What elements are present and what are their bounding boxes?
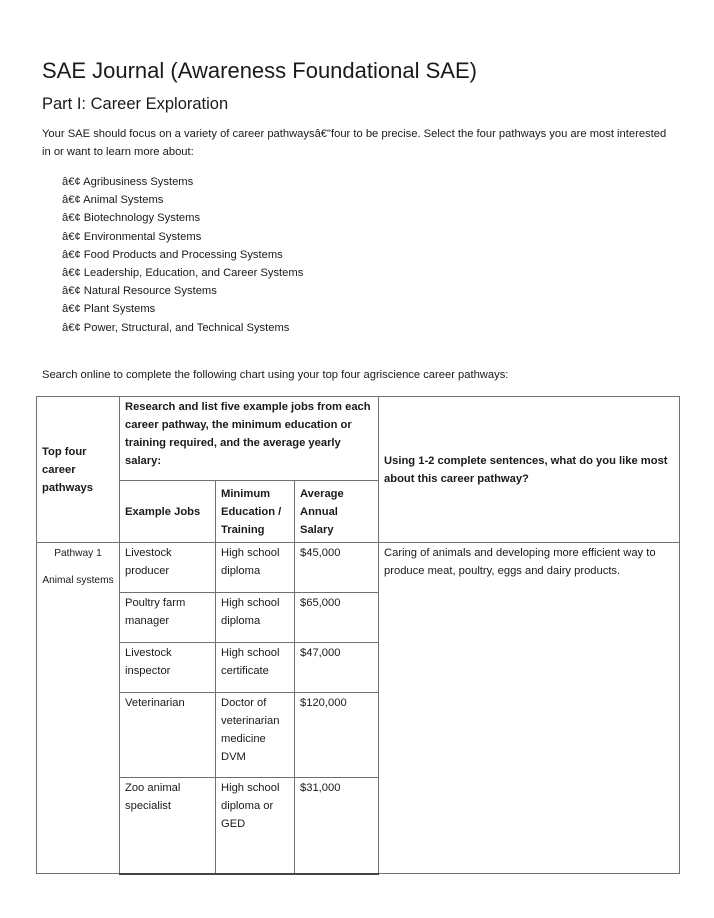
pathway-name: Animal systems — [42, 575, 114, 586]
education-cell: High school diploma or GED — [216, 778, 295, 874]
pathway-list-item: â€¢ Environmental Systems — [62, 230, 202, 243]
education-cell: High school diploma — [216, 543, 295, 593]
pathway-list-item: â€¢ Biotechnology Systems — [62, 212, 201, 225]
pathway-label: Pathway 1 — [54, 548, 102, 559]
job-cell: Zoo animal specialist — [120, 778, 216, 874]
intro-paragraph: Your SAE should focus on a variety of career pathwaysâ€"four to be precise. Select the four pathways you are most interested in or want to learn more about: — [42, 128, 667, 158]
pathway-cell — [37, 543, 120, 874]
salary-cell: $120,000 — [295, 693, 379, 778]
pathway-list — [62, 173, 303, 337]
salary-cell: $31,000 — [295, 778, 379, 874]
header-avg-salary: Average Annual Salary — [295, 481, 379, 543]
education-cell: High school diploma — [216, 593, 295, 643]
education-cell: High school certificate — [216, 643, 295, 693]
salary-cell: $65,000 — [295, 593, 379, 643]
pathway-list-item: â€¢ Power, Structural, and Technical Systems — [62, 321, 290, 334]
header-research: Research and list five example jobs from each career pathway, the minimum education or training required, and the average yearly salary: — [120, 397, 379, 481]
header-using-sentences: Using 1-2 complete sentences, what do you like most about this career pathway? — [379, 397, 680, 543]
header-top-pathways: Top four career pathways — [37, 397, 120, 543]
job-cell: Livestock inspector — [120, 643, 216, 693]
table-row — [37, 543, 680, 593]
career-pathway-table — [36, 396, 680, 875]
header-example-jobs: Example Jobs — [120, 481, 216, 543]
job-cell: Livestock producer — [120, 543, 216, 593]
pathway-list-item: â€¢ Natural Resource Systems — [62, 285, 217, 298]
pathway-list-item: â€¢ Food Products and Processing Systems — [62, 248, 283, 261]
education-cell: Doctor of veterinarian medicine DVM — [216, 693, 295, 778]
pathway-list-item: â€¢ Agribusiness Systems — [62, 176, 194, 188]
header-row — [37, 397, 680, 481]
pathway-list-item: â€¢ Plant Systems — [62, 303, 156, 316]
pathway-list-item: â€¢ Leadership, Education, and Career Systems — [62, 266, 304, 279]
job-cell: Poultry farm manager — [120, 593, 216, 643]
salary-cell: $45,000 — [295, 543, 379, 593]
chart-instructions: Search online to complete the following chart using your top four agriscience career pathways: — [42, 369, 509, 381]
section-subtitle: Part I: Career Exploration — [42, 95, 229, 113]
pathway-comment: Caring of animals and developing more efficient way to produce meat, poultry, eggs and dairy products. — [379, 543, 680, 874]
pathway-list-item: â€¢ Animal Systems — [62, 194, 164, 207]
job-cell: Veterinarian — [120, 693, 216, 778]
document-title: SAE Journal (Awareness Foundational SAE) — [42, 58, 477, 83]
header-min-education: Minimum Education / Training — [216, 481, 295, 543]
salary-cell: $47,000 — [295, 643, 379, 693]
